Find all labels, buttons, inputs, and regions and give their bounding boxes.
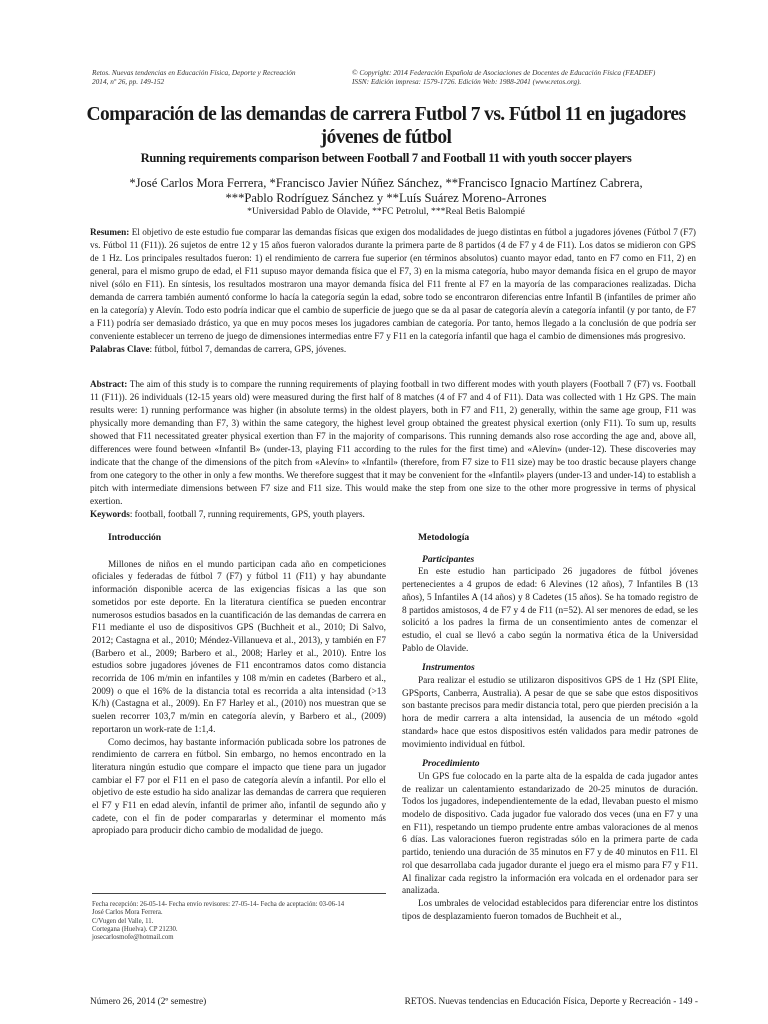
- journal-citation: [92, 68, 342, 86]
- abstract-text: The aim of this study is to compare the running requirements of playing football in two different modes with youth players (Football 7 (F7) vs. Football 11 (F11)). 26 individuals (12-15 years old) were measured during the first half of 8 matches (4 of F7 and 4 of F11). Data was collected with 1 Hz GPS. The main results were: 1) running performance was higher (in absolute terms) in the oldest players, both in F7 and F11, 2) generally, within the same age group, F11 was physically more demanding than F7, 3) within the same category, the highest level group obtained the greatest physical exertion (only F11). To sum up, results showed that F11 necessitated greater physical exertion than F7 in the majority of comparisons. This running demands also rose according the age and, above all, differences were found between «Infantil B» (under-13, playing F11 according to the rules for the first time) and «Alevín» (under-12). These discoveries may indicate that the change of the dimensions of the pitch from «Alevín» to «Infantil» (therefore, from F7 size to F11 size) may be too drastic because players change from one category to the other in only a few months. We therefore suggest that it may be convenient for the «Infantil» players (under-13 and under-14) to establish a pitch with intermediate dimensions between F7 size and F11 size. This would make the step from one size to the other more progressive in terms of physical exertion.: [90, 379, 696, 506]
- umbrales-paragraph: Los umbrales de velocidad establecidos para diferenciar entre los distintos tipos de desplazamiento fueron tomados de Buchheit et al.,: [402, 898, 698, 922]
- left-column: [92, 532, 386, 838]
- procedimiento-paragraph: Un GPS fue colocado en la parte alta de la espalda de cada jugador antes de realizar un calentamiento estandarizado de 20-25 minutos de duración. Todos los jugadores, independientemente de la edad, llevaban puesto el mismo modelo de dispositivo. Cada jugador fue valorado dos veces (una en F7 y una en F11), respetando un tiempo prudente entre ambas valoraciones de al menos 6 días. Las valoraciones fueron registradas sólo en la primera parte de cada partido, teniendo una duración de 35 minutos en F7 y de 40 minutos en F11. El rol que desarrollaba cada jugador durante el juego era el mismo para F7 y F11. Al finalizar cada registro la información era volcada en el ordenador para ser analizada.: [402, 771, 698, 897]
- footnote-contact-name: José Carlos Mora Ferrera.: [92, 909, 163, 917]
- abstract-block: [90, 378, 696, 521]
- keywords-label: Keywords: [90, 509, 130, 519]
- footnote-email: josecarlosmofe@hotmail.com: [92, 934, 174, 942]
- authors-line-2: ***Pablo Rodríguez Sánchez y **Luís Suárez Moreno-Arrones: [225, 191, 547, 205]
- introduccion-heading: Introducción: [108, 532, 162, 543]
- procedimiento-subheading: Procedimiento: [422, 758, 480, 770]
- abstract-label: Abstract:: [90, 379, 128, 389]
- resumen-label: Resumen:: [90, 227, 130, 237]
- footnote-city: Cortegana (Huelva). CP 21230.: [92, 925, 178, 933]
- footnote-address: C/Vugen del Valle, 11.: [92, 917, 154, 925]
- authors-line-1: *José Carlos Mora Ferrera, *Francisco Javier Núñez Sánchez, **Francisco Ignacio Martínez Cabrera,: [129, 176, 643, 190]
- intro-paragraph-2: Como decimos, hay bastante información publicada sobre los patrones de rendimiento de carrera en fútbol. Sin embargo, no hemos encontrado en la literatura ningún estudio que compare el impacto que tiene para un jugador cambiar el F7 por el F11 en el paso de categoría alevín a infantil. Por ello el objetivo de este estudio ha sido analizar las demandas de carrera que requieren el F7 y F11 en edad alevín, infantil de primer año, infantil de segundo año y cadete, con el fin de poder compararlas y determinar el momento más apropiado para producir dicho cambio de modalidad de juego.: [92, 737, 386, 837]
- affiliations: *Universidad Pablo de Olavide, **FC Petrolul, ***Real Betis Balompié: [247, 206, 525, 217]
- participantes-subheading: Participantes: [422, 553, 475, 565]
- keywords-text: : football, football 7, running requirements, GPS, youth players.: [129, 509, 365, 519]
- footnote: [92, 901, 386, 942]
- right-column: [402, 532, 698, 923]
- issue-label: Número 26, 2014 (2º semestre): [90, 997, 207, 1007]
- resumen-block: [90, 226, 696, 356]
- footnote-divider: [92, 893, 386, 894]
- page-footer: [90, 997, 698, 1007]
- intro-paragraph-1: Millones de niños en el mundo participan cada año en competiciones oficiales y federadas de fútbol 7 (F7) y fútbol 11 (F11) y hay abundante información disponible acerca de las exigencias físicas a las que son sometidos por este deporte. En la literatura científica se pueden encontrar numerosos estudios basados en la cuantificación de las demandas de carrera en F11 mediante el uso de dispositivos GPS (Buchheit et al., 2010; Di Salvo, 2012; Castagna et al., 2010; Méndez-Villanueva et al., 2013), y también en F7 (Barbero et al., 2009; Barbero et al., 2008; Harley et al., 2010). Entre los estudios sobre jugadores jóvenes de F11 encontramos datos como distancia recorrida de 106 m/min en infantiles y 108 m/min en cadetes (Barbero et al., 2009) o que el 16% de la distancia total es recorrida a alta intensidad (>13 K/h) (Castagna et al., 2009). En F7 Harley et al., (2010) nos muestran que se suelen recorrer 103,7 m/min en categoría alevín, y Barbero et al., (2009) reportaron un work-rate de 1:1,4.: [92, 559, 386, 735]
- article-title: Comparación de las demandas de carrera Futbol 7 vs. Fútbol 11 en jugadores jóvenes de fútbol: [86, 104, 686, 148]
- instrumentos-subheading: Instrumentos: [422, 662, 475, 674]
- palabras-clave-label: Palabras Clave: [90, 344, 150, 354]
- journal-name: Retos. Nuevas tendencias en Educación Física, Deporte y Recreación: [92, 68, 296, 77]
- issn-line: ISSN: Edición impresa: 1579-1726. Edición Web: 1988-2041 (www.retos.org).: [352, 77, 582, 86]
- instrumentos-paragraph: Para realizar el estudio se utilizaron dispositivos GPS de 1 Hz (SPI Elite, GPSports, Canberra, Australia). A pesar de que se sabe que estos dispositivos son bastante precisos para medir distancia total, pero que pierden precisión a la hora de medir carrera a alta intensidad, la ausencia de un método «gold standard» hace que estos dispositivos estén validados para medir patrones de movimiento individual en fútbol.: [402, 676, 698, 750]
- copyright-notice: [352, 68, 692, 86]
- article-subtitle: Running requirements comparison between Football 7 and Football 11 with youth soccer players: [140, 151, 632, 165]
- journal-issue: 2014, nº 26, pp. 149-152: [92, 77, 165, 86]
- resumen-text: El objetivo de este estudio fue comparar las demandas físicas que exigen dos modalidades de juego distintas en fútbol a jugadores jóvenes (Fútbol 7 (F7) vs. Fútbol 11 (F11)). 26 sujetos de entre 12 y 15 años fueron valorados durante la primera parte de 8 partidos (4 de F7 y 4 de F11). Los datos se midieron con GPS de 1 Hz. Los principales resultados fueron: 1) el rendimiento de carrera fue superior (en términos absolutos) cuanto mayor edad, tanto en F7 como en F11, 2) en general, para el mismo grupo de edad, el F11 supuso mayor demanda física que el F7, 3) en la misma categoría, hubo mayor demanda física en el grupo de mayor nivel (sólo en F11). En síntesis, los resultados mostraron una mayor demanda física del F11 frente al F7 en la mayoría de las comparaciones realizadas. Dicha demanda de carrera también aumentó conforme lo hacía la categoría según la edad, sobre todo se encontraron diferencias entre Infantil B (infantiles de primer año en la categoría) y Alevín. Todo esto podría indicar que el cambio de superficie de juego que se da al pasar de categoría alevín a categoría infantil (y por tanto, de F7 a F11) podría ser demasiado drástico, ya que en muy pocos meses los jugadores cambian de categoría. Por tanto, hemos llegado a la conclusión de que podría ser conveniente establecer un terreno de juego de dimensiones intermedias entre F7 y F11 en la categoría infantil que haga el cambio de dimensiones más progresivo.: [90, 227, 696, 341]
- footnote-dates: Fecha recepción: 26-05-14- Fecha envío revisores: 27-05-14- Fecha de aceptación: 03-06-14: [92, 901, 345, 908]
- palabras-clave-text: : fútbol, fútbol 7, demandas de carrera, GPS, jóvenes.: [149, 344, 347, 354]
- metodologia-heading: Metodología: [418, 532, 470, 543]
- author-list: [80, 176, 692, 206]
- participantes-paragraph: En este estudio han participado 26 jugadores de fútbol jóvenes pertenecientes a 4 grupos de edad: 6 Alevines (12 años), 7 Infantiles B (13 años), 5 Infantiles A (14 años) y 8 Cadetes (15 años). Se ha tomado registro de 8 partidos amistosos, 4 de F7 y 4 de F11 (n=52). Al ser menores de edad, se les solicitó a los padres la firma de un consentimiento antes de comenzar el estudio, el cual se llevó a cabo según la normativa ética de la Universidad Pablo de Olavide.: [402, 567, 698, 654]
- journal-page-label: RETOS. Nuevas tendencias en Educación Física, Deporte y Recreación - 149 -: [404, 997, 698, 1007]
- copyright-line: © Copyright: 2014 Federación Española de Asociaciones de Docentes de Educación Física (FEADEF): [352, 68, 656, 77]
